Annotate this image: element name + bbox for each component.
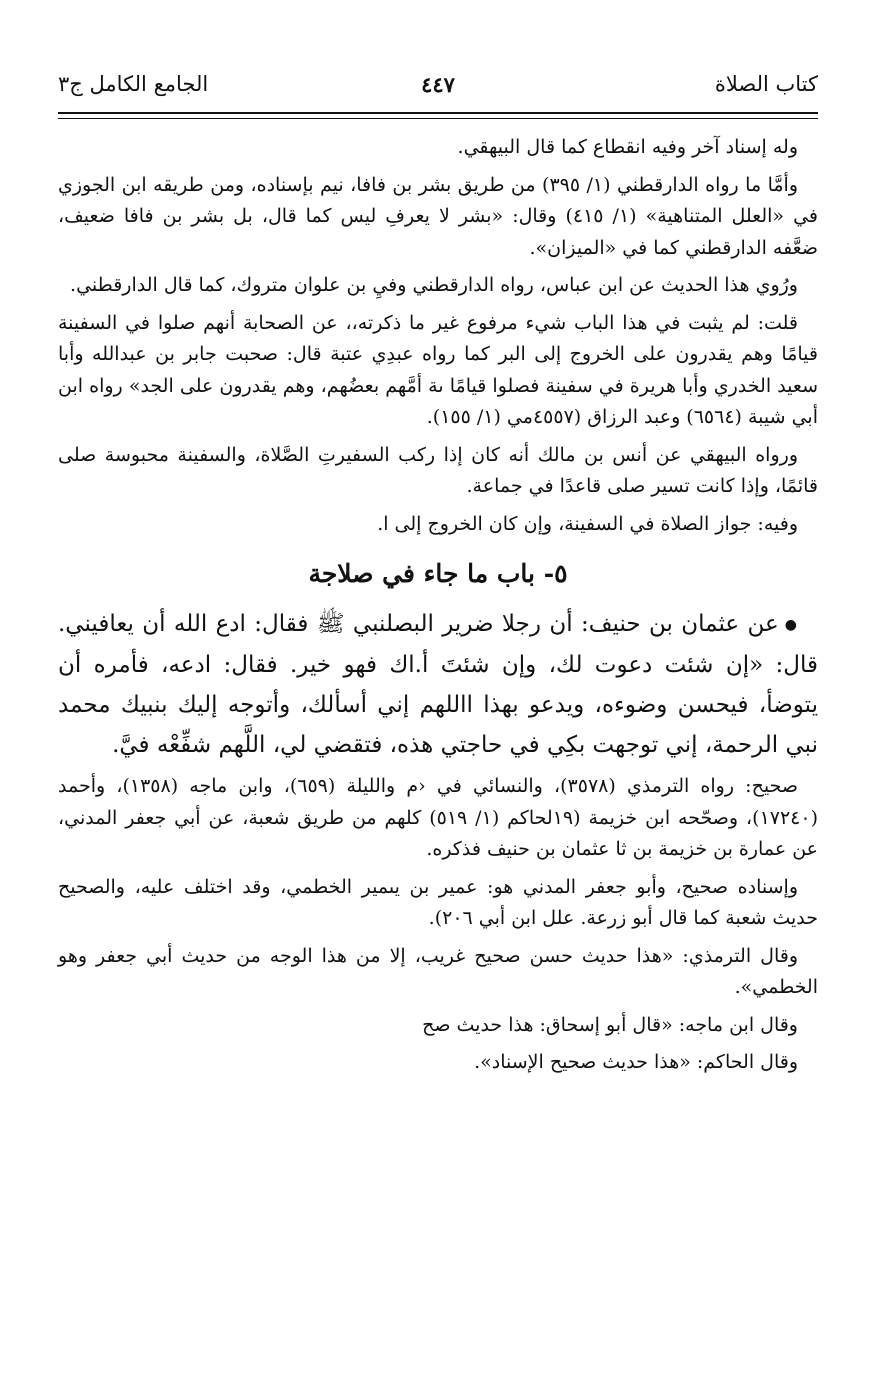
header-rule-thin (58, 118, 818, 119)
paragraph: قلت: لم يثبت في هذا الباب شيء مرفوع غير ما ذكرته،، عن الصحابة أنهم صلوا في السفينة قيامًا وهم يقدرون على الخروج إلى البر كما رواه عبدِي عتبة قال: صحبت جابر بن عبدالله وأبا سعيد الخدري وأبا هريرة في سفينة فصلوا قيامًا ىة أمَّهم بعضُهم، وهم يقدرون على الجد» رواه ابن أبي شيبة (٦٥٦٤) وعبد الرزاق (٤٥٥٧مي (١/ ١٥٥). (58, 311, 818, 428)
note-paragraph: وقال الحاكم: «هذا حديث صحيح الإسناد». (474, 1051, 798, 1073)
book-page (58, 0, 818, 1383)
header-rule-thick (58, 112, 818, 114)
page-body (58, 132, 818, 1085)
note-paragraph: وقال الترمذي: «هذا حديث حسن صحيح غريب، إلا من هذا الوجه من حديث أبي جعفر وهو الخطمي». (58, 944, 818, 998)
bullet-icon: ● (784, 617, 799, 633)
hadith-text (58, 604, 818, 765)
note-paragraph: وإسناده صحيح، وأبو جعفر المدني هو: عمير بن يىمير الخطمي، وقد اختلف عليه، والصحيح حديث شعبة كما قال أبو زرعة. علل ابن أبي ٢٠٦). (58, 875, 818, 929)
hadith-body: عن عثمان بن حنيف: أن رجلا ضرير البصلنبي ﷺ فقال: ادع الله أن يعافيني. قال: «إن شئت دعوت لك، وإن شئتَ أ.اك فهو خير. فقال: ادعه، فأمره أن يتوضأ، فيحسن وضوءه، ويدعو بهذا االلهم إني أسألك، وأتوجه إليك بنبيك محمد نبي الرحمة، إني توجهت بكِي في حاجتي هذه، فتقضي لي، اللَّهم شفِّعْه فيَّ. (58, 611, 818, 758)
paragraph: ورُوي هذا الحديث عن ابن عباس، رواه الدارقطني وفيِ بن علوان متروك، كما قال الدارقطني. (70, 274, 798, 296)
book-title: كتاب الصلاة (714, 72, 818, 96)
running-header (58, 72, 818, 106)
page-number: ٤٤٧ (421, 72, 455, 97)
work-title: الجامع الكامل ج٣ (58, 72, 209, 96)
chapter-title: ٥- باب ما جاء في صلاجة (308, 559, 568, 588)
note-paragraph: وقال ابن ماجه: «قال أبو إسحاق: هذا حديث صح (422, 1013, 798, 1036)
paragraph: وله إسناد آخر وفيه انقطاع كما قال البيهقي. (457, 136, 798, 158)
note-paragraph: صحيح: رواه الترمذي (٣٥٧٨)، والنسائي في ‹م والليلة (٦٥٩)، وابن ماجه (١٣٥٨)، وأحمد (١٧٢٤٠)، وصحّحه ابن خزيمة (١٩لحاكم (١/ ٥١٩) كلهم من طريق شعبة، عن أبي جعفر المدني، عن عمارة بن خزيمة بن ثا عثمان بن حنيف فذكره. (58, 775, 819, 860)
paragraph: وأمَّا ما رواه الدارقطني (١/ ٣٩٥) من طريق بشر بن فافا، نيم بإسناده، ومن طريقه ابن الجوزي في «العلل المتناهية» (١/ ٤١٥) وقال: «بشر لا يعرفِ ليس كما قال، بل بشر بن فافا ضعيف، ضعَّفه الدارقطني كما في «الميزان». (58, 173, 818, 259)
paragraph: وفيه: جواز الصلاة في السفينة، وإن كان الخروج إلى ا. (377, 512, 798, 535)
paragraph: ورواه البيهقي عن أنس بن مالك أنه كان إذا ركب السفيرتِ الصَّلاة، والسفينة محبوسة صلى قائمًا، وإذا كانت تسير صلى قاعدًا في جماعة. (58, 443, 818, 497)
